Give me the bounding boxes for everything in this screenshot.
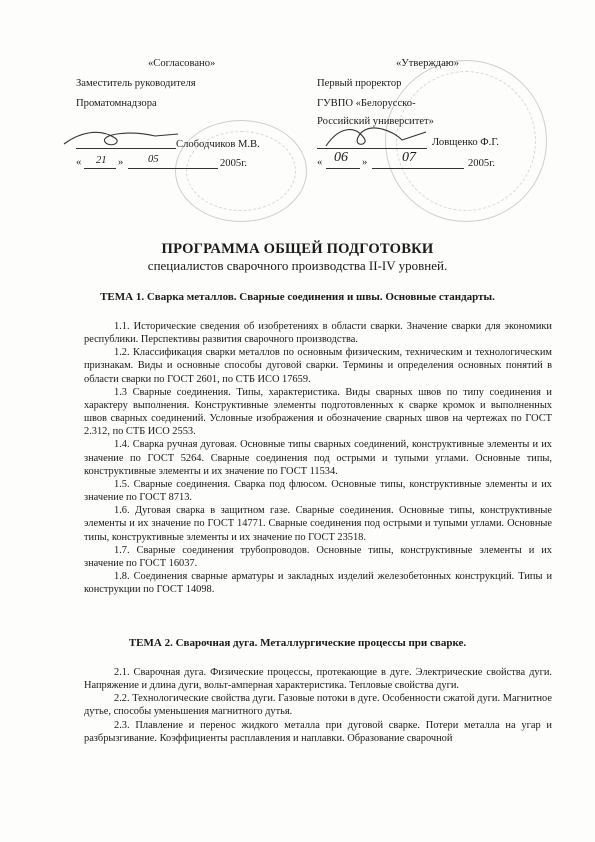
topic-1-heading: ТЕМА 1. Сварка металлов. Сварные соединения и швы. Основные стандарты. <box>100 291 495 303</box>
left-date-month: 05 <box>148 154 159 165</box>
right-date-close: » <box>362 157 368 168</box>
right-date-year: 2005г. <box>468 158 495 169</box>
right-date-day: 06 <box>334 150 348 165</box>
left-approval-position: Заместитель руководителя <box>76 78 196 89</box>
right-date-month: 07 <box>402 150 416 165</box>
right-signature-line <box>317 148 427 149</box>
paragraph-2-1: 2.1. Сварочная дуга. Физические процессы, протекающие в дуге. Электрические свойства дуги. Напряжение и длина дуги, вольт-амперная характеристика. Тепловые свойства дуги. <box>84 667 552 692</box>
paragraph-1-4: 1.4. Сварка ручная дуговая. Основные типы сварных соединений, конструктивные элементы и их значение по ГОСТ 5264. Сварные соединения под острыми и тупыми углами. Основные типы, конструктивные элементы и их значение по ГОСТ 11534. <box>84 439 552 477</box>
paragraph-1-2: 1.2. Классификация сварки металлов по основным физическим, техническим и технологическим признакам. Виды и основные способы дуговой сварки. Термины и определения основных понятий в области сварки по ГОСТ 2601, по СТБ ИСО 17659. <box>84 347 552 385</box>
left-approval-name: Слободчиков М.В. <box>176 139 260 150</box>
right-approval-label: «Утверждаю» <box>396 58 459 69</box>
left-stamp-seal <box>175 120 307 222</box>
paragraph-2-3: 2.3. Плавление и перенос жидкого металла при дуговой сварке. Потери металла на угар и разбрызгивание. Коэффициенты расплавления и наплавки. Образование сварочной <box>84 719 552 744</box>
left-date-day-line <box>84 168 116 169</box>
right-approval-organization-line1: ГУВПО «Белорусско- <box>317 98 416 109</box>
paragraph-1-6: 1.6. Дуговая сварка в защитном газе. Сварные соединения. Основные типы, конструктивные элементы и их значение по ГОСТ 14771. Сварные соединения под острыми и тупыми углами. Основные типы, конструктивные элементы и их значение по ГОСТ 23518. <box>84 505 552 543</box>
left-date-year: 2005г. <box>220 158 247 169</box>
left-approval-organization: Проматомнадзора <box>76 98 157 109</box>
paragraph-1-7: 1.7. Сварные соединения трубопроводов. Основные типы, конструктивные элементы и их значение по ГОСТ 16037. <box>84 544 552 569</box>
right-approval-organization-line2: Российский университет» <box>317 116 434 127</box>
paragraph-1-8: 1.8. Соединения сварные арматуры и закладных изделий железобетонных конструкций. Типы и конструкции по ГОСТ 14098. <box>84 570 552 596</box>
paragraph-1-5: 1.5. Сварные соединения. Сварка под флюсом. Основные типы, конструктивные элементы и их значение по ГОСТ 8713. <box>84 478 552 504</box>
left-approval-label: «Согласовано» <box>148 58 216 69</box>
right-date-month-line <box>372 168 464 169</box>
left-date-close: » <box>118 157 124 168</box>
right-approval-position: Первый проректор <box>317 78 402 89</box>
document-title: ПРОГРАММА ОБЩЕЙ ПОДГОТОВКИ <box>161 241 434 257</box>
paragraph-2-2: 2.2. Технологические свойства дуги. Газовые потоки в дуге. Особенности сжатой дуги. Магнитное дутье, способы уменьшения магнитного дутья. <box>84 693 552 718</box>
topic-1-body <box>84 320 552 596</box>
topic-2-body <box>84 666 552 745</box>
right-date-open: « <box>317 157 323 168</box>
left-date-day: 21 <box>96 155 107 166</box>
left-date-month-line <box>128 168 218 169</box>
paragraph-1-3: 1.3 Сварные соединения. Типы, характеристика. Виды сварных швов по типу соединения и характеру выполнения. Конструктивные элементы подготовленных к сварке кромок и выполненных швов сварных соединений. Условные изображения и обозначение сварных швов на чертежах по ГОСТ 2.312, по СТБ ИСО 2553. <box>84 386 552 438</box>
paragraph-1-1: 1.1. Исторические сведения об изобретениях в области сварки. Значение сварки для экономики республики. Перспективы развития сварочного производства. <box>84 321 552 346</box>
document-subtitle: специалистов сварочного производства II-IV уровней. <box>147 258 448 273</box>
right-approval-name: Ловщенко Ф.Г. <box>432 137 499 148</box>
right-date-day-line <box>326 168 360 169</box>
topic-2-heading: ТЕМА 2. Сварочная дуга. Металлургические процессы при сварке. <box>128 637 467 649</box>
left-date-open: « <box>76 157 82 168</box>
left-signature-line <box>76 148 176 149</box>
